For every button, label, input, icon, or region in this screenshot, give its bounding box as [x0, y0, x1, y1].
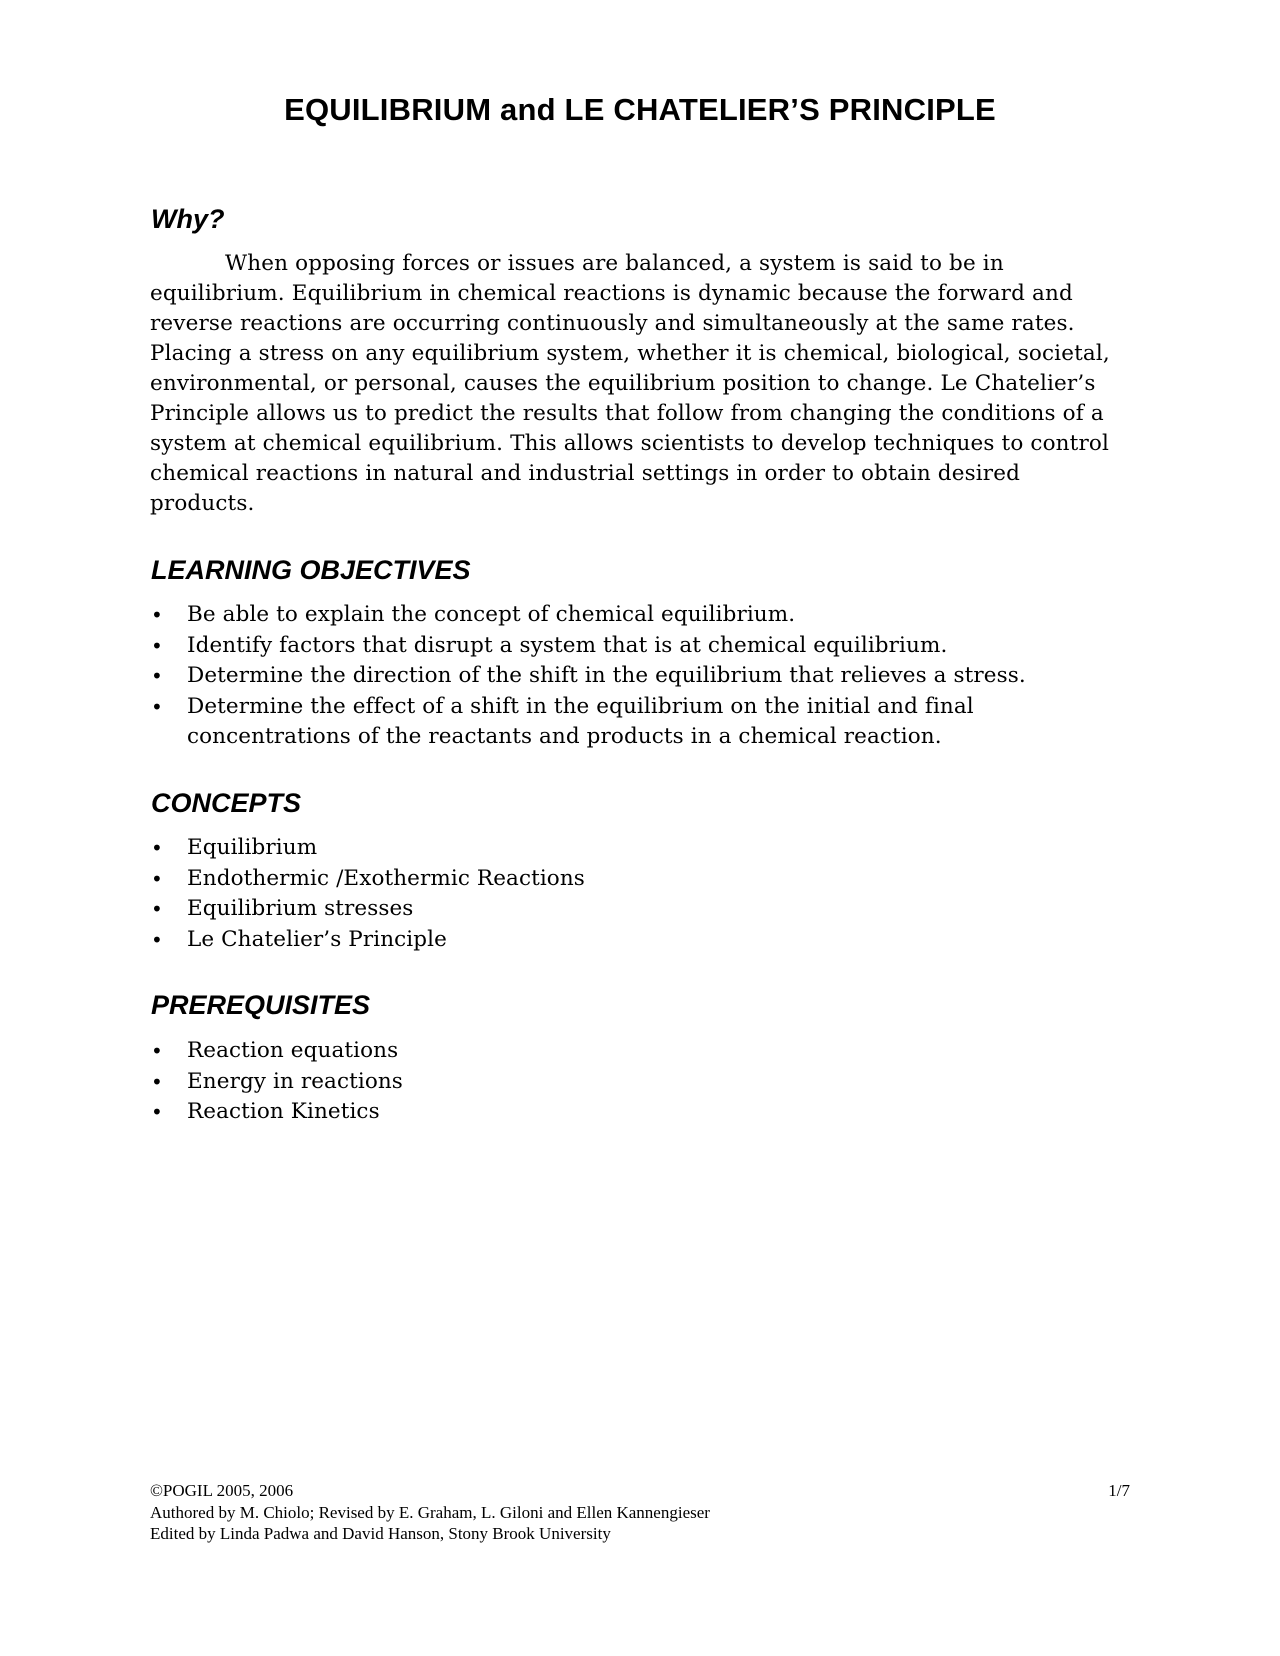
objective-text: Be able to explain the concept of chemical equilibrium.: [187, 602, 796, 627]
bullet-icon: •: [151, 1039, 163, 1063]
prerequisite-text: Reaction Kinetics: [187, 1099, 380, 1124]
list-item: [150, 833, 1137, 864]
concept-text: Equilibrium: [187, 835, 318, 860]
concept-text: Le Chatelier’s Principle: [187, 926, 447, 952]
concepts-list: [150, 833, 1137, 955]
why-paragraph: When opposing forces or issues are balanced, a system is said to be in equilibrium. Equilibrium in chemical reactions is dynamic because the forward and reverse reactions are occurring continuously and simultaneously at the same rates. Placing a stress on any equilibrium system, whether it is chemical, biological, societal, environmental, or personal, causes the equilibrium position to change. Le Chatelier’s Principle allows us to predict the results that follow from changing the conditions of a system at chemical equilibrium. This allows scientists to develop techniques to control chemical reactions in natural and industrial settings in order to obtain desired products.: [150, 251, 1110, 516]
page-number: 1/7: [1108, 1481, 1130, 1500]
document-title: EQUILIBRIUM and LE CHATELIER’S PRINCIPLE: [284, 92, 996, 127]
list-item: [150, 692, 1137, 753]
prerequisite-text: Reaction equations: [187, 1038, 399, 1063]
bullet-icon: •: [151, 664, 163, 688]
bullet-icon: •: [151, 694, 163, 719]
list-item: [150, 1067, 1137, 1098]
list-item: [150, 1036, 1137, 1067]
footer-edited: Edited by Linda Padwa and David Hanson, Stony Brook University: [150, 1524, 611, 1543]
list-item: [150, 894, 1137, 925]
prerequisite-text: Energy in reactions: [187, 1068, 403, 1094]
bullet-icon: •: [151, 603, 163, 627]
list-item: [150, 1097, 1137, 1128]
bullet-icon: •: [151, 1069, 163, 1094]
page-footer: [150, 1480, 1130, 1545]
concept-text: Endothermic /Exothermic Reactions: [187, 865, 585, 891]
learning-objectives-list: [150, 600, 1137, 753]
bullet-icon: •: [151, 866, 163, 891]
objective-text: Determine the direction of the shift in the equilibrium that relieves a stress.: [187, 663, 1026, 688]
learning-objectives-heading: LEARNING OBJECTIVES: [151, 555, 471, 585]
bullet-icon: •: [151, 633, 163, 658]
list-item: [150, 600, 1137, 631]
prerequisites-heading: PREREQUISITES: [151, 990, 371, 1020]
list-item: [150, 925, 1137, 956]
bullet-icon: •: [151, 897, 163, 921]
bullet-icon: •: [151, 836, 163, 860]
list-item: [150, 631, 1137, 662]
bullet-icon: •: [151, 1100, 163, 1124]
prerequisites-list: [150, 1036, 1137, 1128]
list-item: [150, 661, 1137, 692]
objective-text: Determine the effect of a shift in the equilibrium on the initial and final concentrations of the reactants and products in a chemical reaction.: [187, 693, 974, 749]
objective-text: Identify factors that disrupt a system that is at chemical equilibrium.: [187, 632, 948, 658]
concepts-heading: CONCEPTS: [151, 788, 302, 818]
why-heading: Why?: [151, 204, 225, 234]
bullet-icon: •: [151, 927, 163, 952]
concept-text: Equilibrium stresses: [187, 896, 414, 921]
list-item: [150, 864, 1137, 895]
footer-authored: Authored by M. Chiolo; Revised by E. Graham, L. Giloni and Ellen Kannengieser: [150, 1502, 710, 1522]
footer-copyright: ©POGIL 2005, 2006: [150, 1481, 294, 1500]
